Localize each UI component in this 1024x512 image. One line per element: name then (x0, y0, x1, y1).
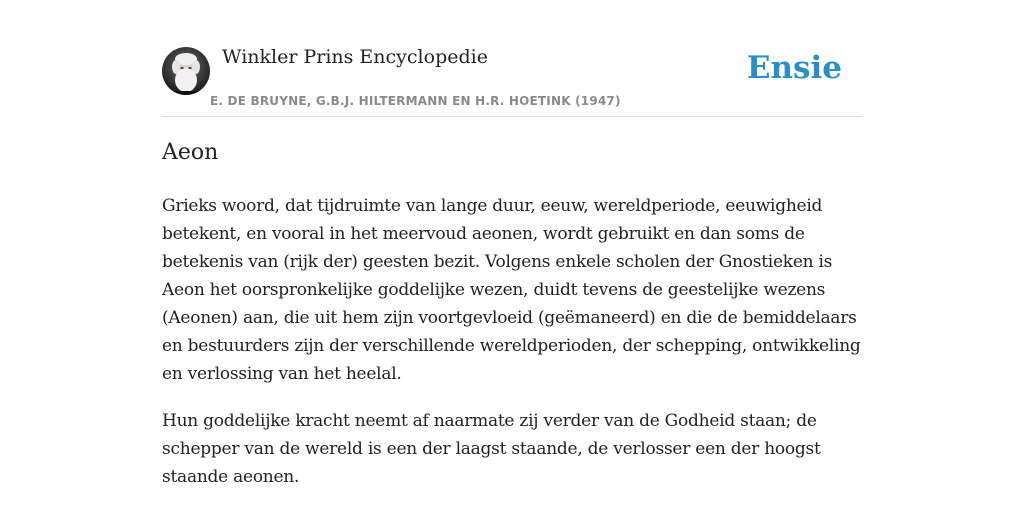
brand-logo-link[interactable]: Ensie (746, 50, 842, 86)
article-title: Aeon (162, 140, 219, 165)
article-paragraph: Grieks woord, dat tijdruimte van lange duur, eeuw, wereldperiode, eeuwigheid betekent, en vooral in het meervoud aeonen, wordt gebruikt en dan soms de betekenis van (rijk der) geesten bezit. Volgens enkele scholen der Gnostieken is Aeon het oorspronkelijke goddelijke wezen, duidt tevens de geestelijke wezens (Aeonen) aan, die uit hem zijn voortgevloeid (geëmaneerd) en die de bemiddelaars en bestuurders zijn der verschillende wereldperioden, der schepping, ontwikkeling en verlossing van het heelal. (162, 196, 861, 384)
source-authors: E. DE BRUYNE, G.B.J. HILTERMANN EN H.R. HOETINK (1947) (210, 94, 621, 108)
source-title[interactable]: Winkler Prins Encyclopedie (222, 46, 488, 68)
article-paragraph: Hun goddelijke kracht neemt af naarmate zij verder van de Godheid staan; de schepper van de wereld is een der laagst staande, de verlosser een der hoogst staande aeonen. (162, 411, 821, 487)
portrait-avatar-icon[interactable] (162, 47, 210, 95)
article-body (162, 192, 862, 510)
source-header (162, 40, 862, 117)
